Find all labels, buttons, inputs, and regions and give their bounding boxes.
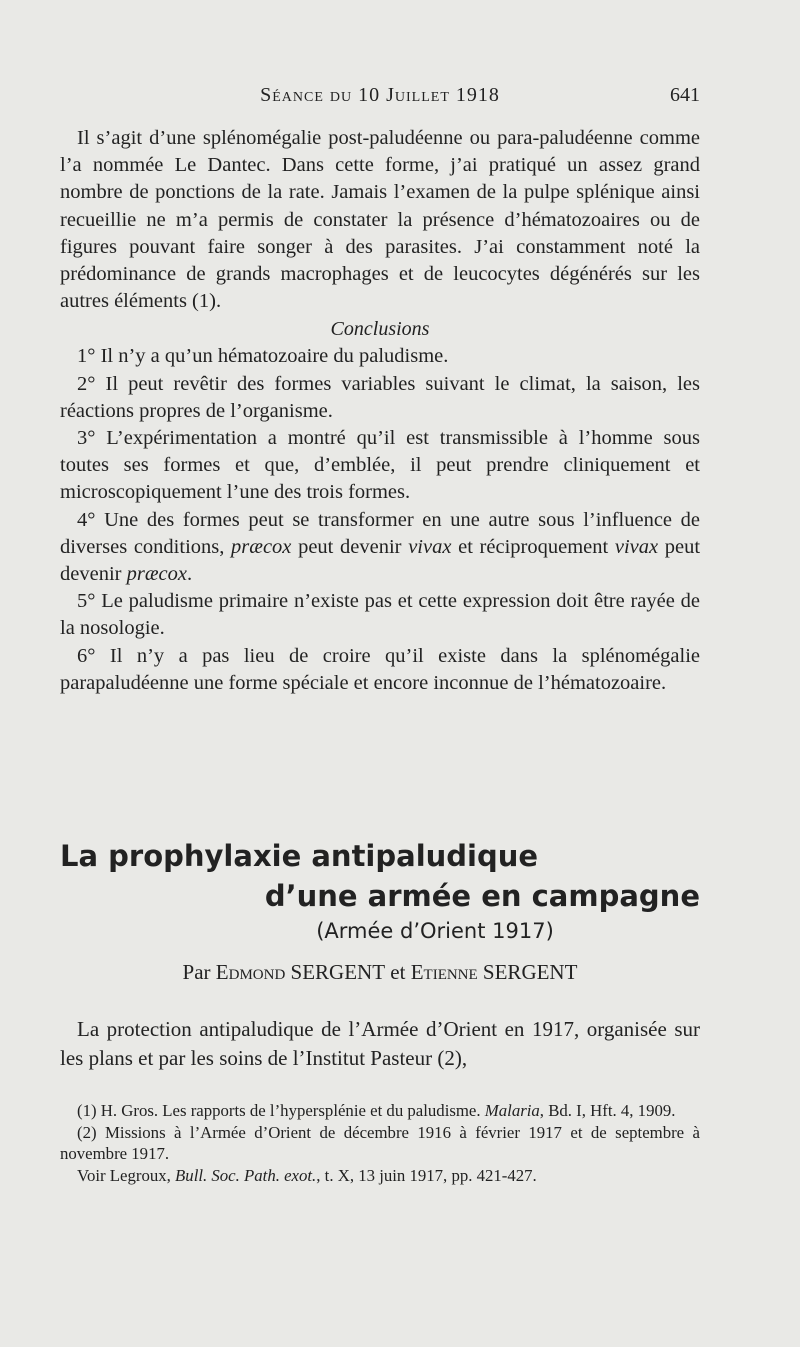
conclusion-6: 6° Il n’y a pas lieu de croire qu’il existe dans la splénomégalie parapaludéenne une forme spéciale et encore inconnue de l’hématozoaire. [60, 644, 700, 694]
conclusion-3: 3° L’expérimentation a montré qu’il est transmissible à l’homme sous toutes ses formes et que, d’emblée, il peut prendre cliniquement et microscopiquement l’une des trois formes. [60, 427, 700, 504]
footnote-3 [60, 1165, 700, 1187]
article-title [60, 836, 700, 946]
title-line-1: La prophylaxie antipaludique [60, 839, 539, 873]
authors-line [60, 960, 700, 985]
term-vivax-2: vivax [614, 535, 659, 558]
conclusion-5: 5° Le paludisme primaire n’existe pas et cette expression doit être rayée de la nosologie. [60, 590, 700, 640]
term-praecox-2: præcox [126, 563, 187, 586]
conclusions-heading: Conclusions [330, 318, 430, 341]
term-vivax: vivax [408, 535, 452, 558]
conclusion-2: 2° Il peut revêtir des formes variables suivant le climat, la saison, les réactions propres de l’organisme. [60, 372, 700, 422]
authors-par: Par [182, 960, 211, 984]
fn1-journal: Malaria [484, 1101, 540, 1120]
page-header [60, 84, 700, 114]
fn1-b: , Bd. I, Hft. 4, 1909. [539, 1101, 676, 1120]
footnotes [60, 1100, 700, 1186]
c4-part-d: peut devenir [60, 535, 701, 586]
conclusion-1: 1° Il n’y a qu’un hématozoaire du paludisme. [77, 345, 449, 368]
conclusion-4 [60, 507, 700, 589]
footnote-2: (2) Missions à l’Armée d’Orient de décembre 1916 à février 1917 et de septembre à novembre 1917. [60, 1122, 700, 1163]
fn3-journal: Bull. Soc. Path. exot. [175, 1165, 317, 1185]
running-head: Séance du 10 Juillet 1918 [260, 84, 500, 106]
fn1-a: (1) H. Gros. Les rapports de l’hypersplénie et du paludisme. [77, 1101, 481, 1120]
title-line-2: d’une armée en campagne [264, 879, 700, 913]
fn3-a: Voir Legroux, [77, 1165, 171, 1185]
intro-paragraph: Il s’agit d’une splénomégalie post-paludéenne ou para-paludéenne comme l’a nommée Le Dantec. Dans cette forme, j’ai pratiqué un assez grand nombre de ponctions de la rate. Jamais l’examen de la pulpe splénique ainsi recueillie ne m’a permis de constater la présence d’hématozoaires ou de figures pouvant faire songer à des parasites. J’ai constamment noté la prédominance de grands macrophages et de leucocytes dégénérés sur les autres éléments (1). [60, 127, 700, 313]
footnote-1 [60, 1100, 700, 1122]
title-line-3: (Armée d’Orient 1917) [316, 919, 554, 943]
author-2: Etienne SERGENT [410, 960, 578, 984]
article-intro-text: La protection antipaludique de l’Armée d’Orient en 1917, organisée sur les plans et par les soins de l’Institut Pasteur (2), [60, 1017, 700, 1070]
c4-part-a: 4° Une des formes peut se transformer en une autre sous l’influence de diverses conditions, [60, 508, 700, 558]
article-intro [60, 1015, 700, 1073]
term-praecox: præcox [231, 535, 292, 558]
main-text [60, 125, 700, 697]
c4-part-b: peut devenir [298, 535, 402, 558]
fn3-b: , t. X, 13 juin 1917, pp. 421-427. [316, 1165, 537, 1185]
page-number: 641 [670, 84, 700, 106]
c4-end: . [186, 563, 193, 586]
c4-part-c: et réciproquement [458, 535, 609, 558]
author-1: Edmond SERGENT [215, 960, 386, 984]
authors-and: et [390, 960, 406, 984]
